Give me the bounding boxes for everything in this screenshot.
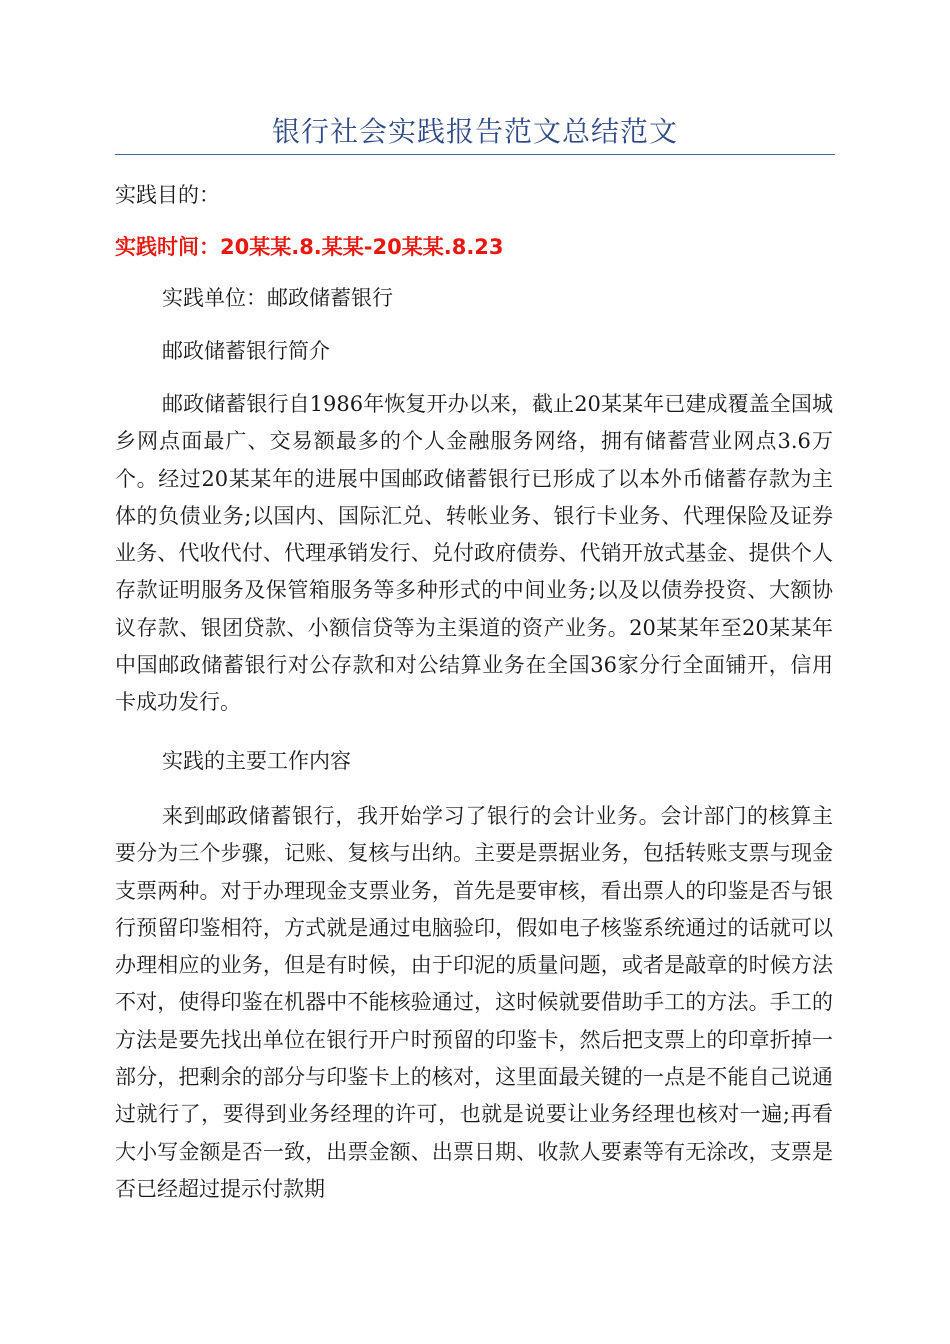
practice-unit-line: 实践单位：邮政储蓄银行 <box>162 286 393 310</box>
document-title: 银行社会实践报告范文总结范文 <box>271 115 678 148</box>
intro-paragraph: 邮政储蓄银行自1986年恢复开办以来，截止20某某年已建成覆盖全国城乡网点面最广、交易额最多的个人金融服务网络，拥有储蓄营业网点3.6万个。经过20某某年的进展中国邮政储蓄银行已形成了以本外币储蓄存款为主体的负债业务;以国内、国际汇兑、转帐业务、银行卡业务、代理保险及证券业务、代收代付、代理承销发行、兑付政府债券、代销开放式基金、提供个人存款证明服务及保管箱服务等多种形式的中间业务;以及以债券投资、大额协议存款、银团贷款、小额信贷等为主渠道的资产业务。20某某年至20某某年中国邮政储蓄银行对公存款和对公结算业务在全国36家分行全面铺开，信用卡成功发行。 <box>115 392 833 715</box>
work-heading: 实践的主要工作内容 <box>162 749 351 773</box>
intro-heading: 邮政储蓄银行简介 <box>162 339 330 363</box>
practice-time-line: 实践时间：20某某.8.某某-20某某.8.23 <box>115 235 504 259</box>
work-paragraph: 来到邮政储蓄银行，我开始学习了银行的会计业务。会计部门的核算主要分为三个步骤，记账、复核与出纳。主要是票据业务，包括转账支票与现金支票两种。对于办理现金支票业务，首先是要审核，看出票人的印鉴是否与银行预留印鉴相符，方式就是通过电脑验印，假如电子核鉴系统通过的话就可以办理相应的业务，但是有时候，由于印泥的质量问题，或者是敲章的时候方法不对，使得印鉴在机器中不能核验通过，这时候就要借助手工的方法。手工的方法是要先找出单位在银行开户时预留的印鉴卡，然后把支票上的印章折掉一部分，把剩余的部分与印鉴卡上的核对，这里面最关键的一点是不能自己说通过就行了，要得到业务经理的许可，也就是说要让业务经理也核对一遍;再看大小写金额是否一致，出票金额、出票日期、收款人要素等有无涂改，支票是否已经超过提示付款期 <box>115 804 833 1201</box>
purpose-label: 实践目的： <box>115 183 220 207</box>
title-underline <box>115 154 835 155</box>
